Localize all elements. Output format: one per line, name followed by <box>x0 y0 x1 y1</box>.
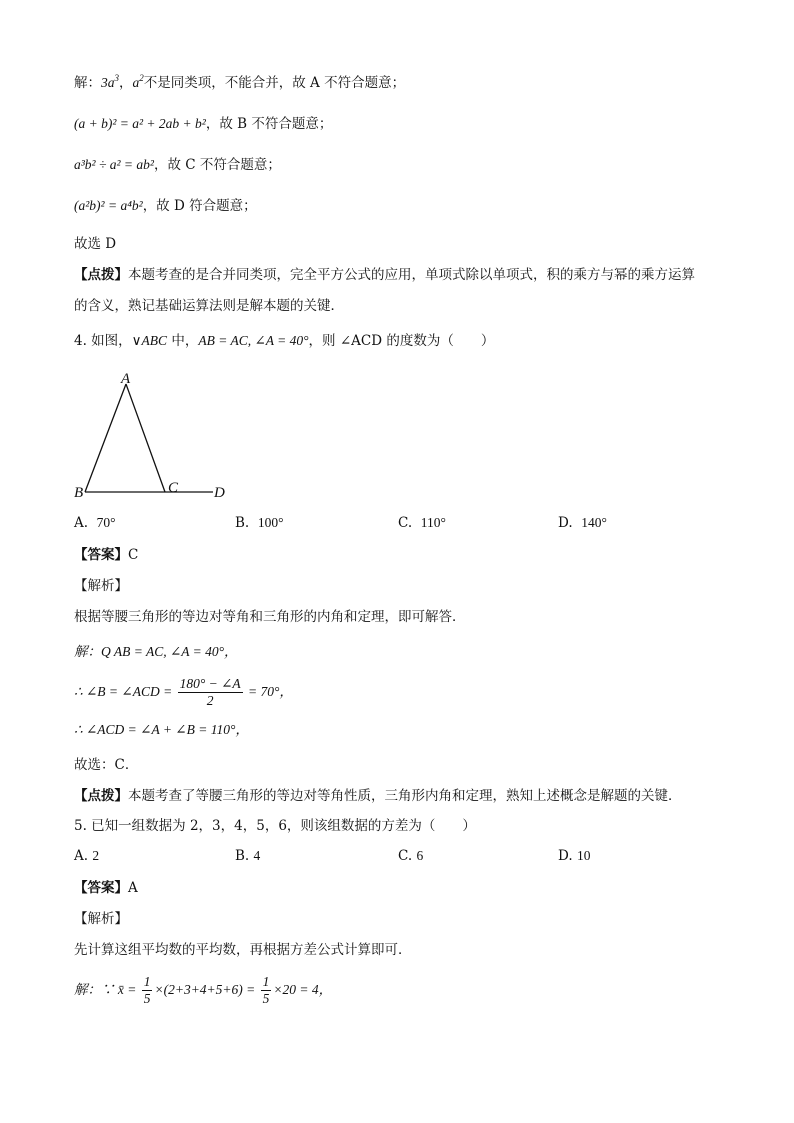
comment-label: 【点拨】 <box>74 788 128 804</box>
math-expr: (a²b)² = a⁴b² <box>74 198 143 213</box>
q5-stem: 5. 已知一组数据为 2，3，4，5，6，则该组数据的方差为（ ） <box>74 818 476 834</box>
q4-solution-line-3: ∴ ∠ACD = ∠A + ∠B = 110°， <box>74 722 249 737</box>
side-ab <box>85 384 126 492</box>
answer-label: 【答案】 <box>74 880 128 896</box>
answer-value: C <box>128 547 139 563</box>
q5-option-d: D. 10 <box>558 848 591 864</box>
q5-answer <box>74 878 138 898</box>
q4-choose: 故选：C． <box>74 757 139 773</box>
solution-prefix: 解： <box>74 75 101 91</box>
q3-solution-line-1: 解：$3a^3$，$a^2$不是同类项，不能合并，故 A 不符合题意； <box>74 73 406 91</box>
q4-analysis-text: 根据等腰三角形的等边对等角和三角形的内角和定理，即可解答． <box>74 609 466 625</box>
q5-option-c: C. 6 <box>398 848 424 864</box>
fraction: $\frac{180^\circ - \angle A}{2}$ <box>179 676 241 708</box>
side-ac <box>126 384 165 492</box>
q3-solution-line-3: a³b² ÷ a² = ab²，故 C 不符合题意； <box>74 157 281 173</box>
q4-option-a: A. 70° <box>74 515 116 531</box>
math-expr: $a^2$ <box>132 73 144 90</box>
q5-solution-line: 解：∵ x̄ = $\frac{1}{5}$ ×(2+3+4+5+6) = $\frac{1}{5}$ ×20 = 4， <box>74 974 333 1006</box>
q5-option-a: A. 2 <box>74 848 100 864</box>
answer-label: 【答案】 <box>74 547 128 563</box>
q4-stem: 4. 如图，∨ABC 中，AB = AC, ∠A = 40°，则 ∠ACD 的度数为（ ） <box>74 333 495 349</box>
q3-answer-line: 故选 D <box>74 236 117 252</box>
fraction: $\frac{1}{5}$ <box>262 974 270 1006</box>
triangle-label: ∨ABC <box>131 333 168 348</box>
q4-comment: 【点拨】本题考查了等腰三角形的等边对等角性质，三角形内角和定理，熟知上述概念是解题的关键． <box>74 788 682 804</box>
q3-solution-line-2: (a + b)² = a² + 2ab + b²，故 B 不符合题意； <box>74 116 333 132</box>
math-expr: a³b² ÷ a² = ab² <box>74 157 154 172</box>
q4-analysis-label: 【解析】 <box>74 578 128 594</box>
q3-solution-line-4: (a²b)² = a⁴b²，故 D 符合题意； <box>74 198 257 214</box>
q5-option-b: B. 4 <box>235 848 261 864</box>
q4-solution-line-1: 解：Q AB = AC, ∠A = 40°， <box>74 644 238 659</box>
vertex-label-c: C <box>168 480 179 496</box>
comment-label: 【点拨】 <box>74 267 128 283</box>
fraction: $\frac{1}{5}$ <box>143 974 151 1006</box>
q4-option-d: D. 140° <box>558 515 607 531</box>
q5-analysis-text: 先计算这组平均数的平均数，再根据方差公式计算即可． <box>74 942 412 958</box>
q4-triangle-figure <box>70 368 240 504</box>
point-label-d: D <box>214 485 225 501</box>
q3-comment-line-1: 【点拨】本题考查的是合并同类项，完全平方公式的应用，单项式除以单项式，积的乘方与幂的乘方运算 <box>74 267 695 283</box>
math-expr: $3a^3$ <box>101 73 119 90</box>
q4-solution-line-2: ∴ ∠B = ∠ACD = $\frac{180^\circ - \angle A}{2}$ = 70°， <box>74 676 293 708</box>
q4-option-c: C. 110° <box>398 515 446 531</box>
answer-value: A <box>128 880 138 896</box>
q3-comment-line-2: 的含义，熟记基础运算法则是解本题的关键． <box>74 298 344 314</box>
q4-answer <box>74 545 138 565</box>
vertex-label-a: A <box>121 371 131 387</box>
vertex-label-b: B <box>74 485 84 501</box>
math-expr: (a + b)² = a² + 2ab + b² <box>74 116 206 131</box>
condition-expr: AB = AC, ∠A = 40° <box>198 333 309 348</box>
q5-analysis-label: 【解析】 <box>74 911 128 927</box>
q4-option-b: B. 100° <box>235 515 284 531</box>
